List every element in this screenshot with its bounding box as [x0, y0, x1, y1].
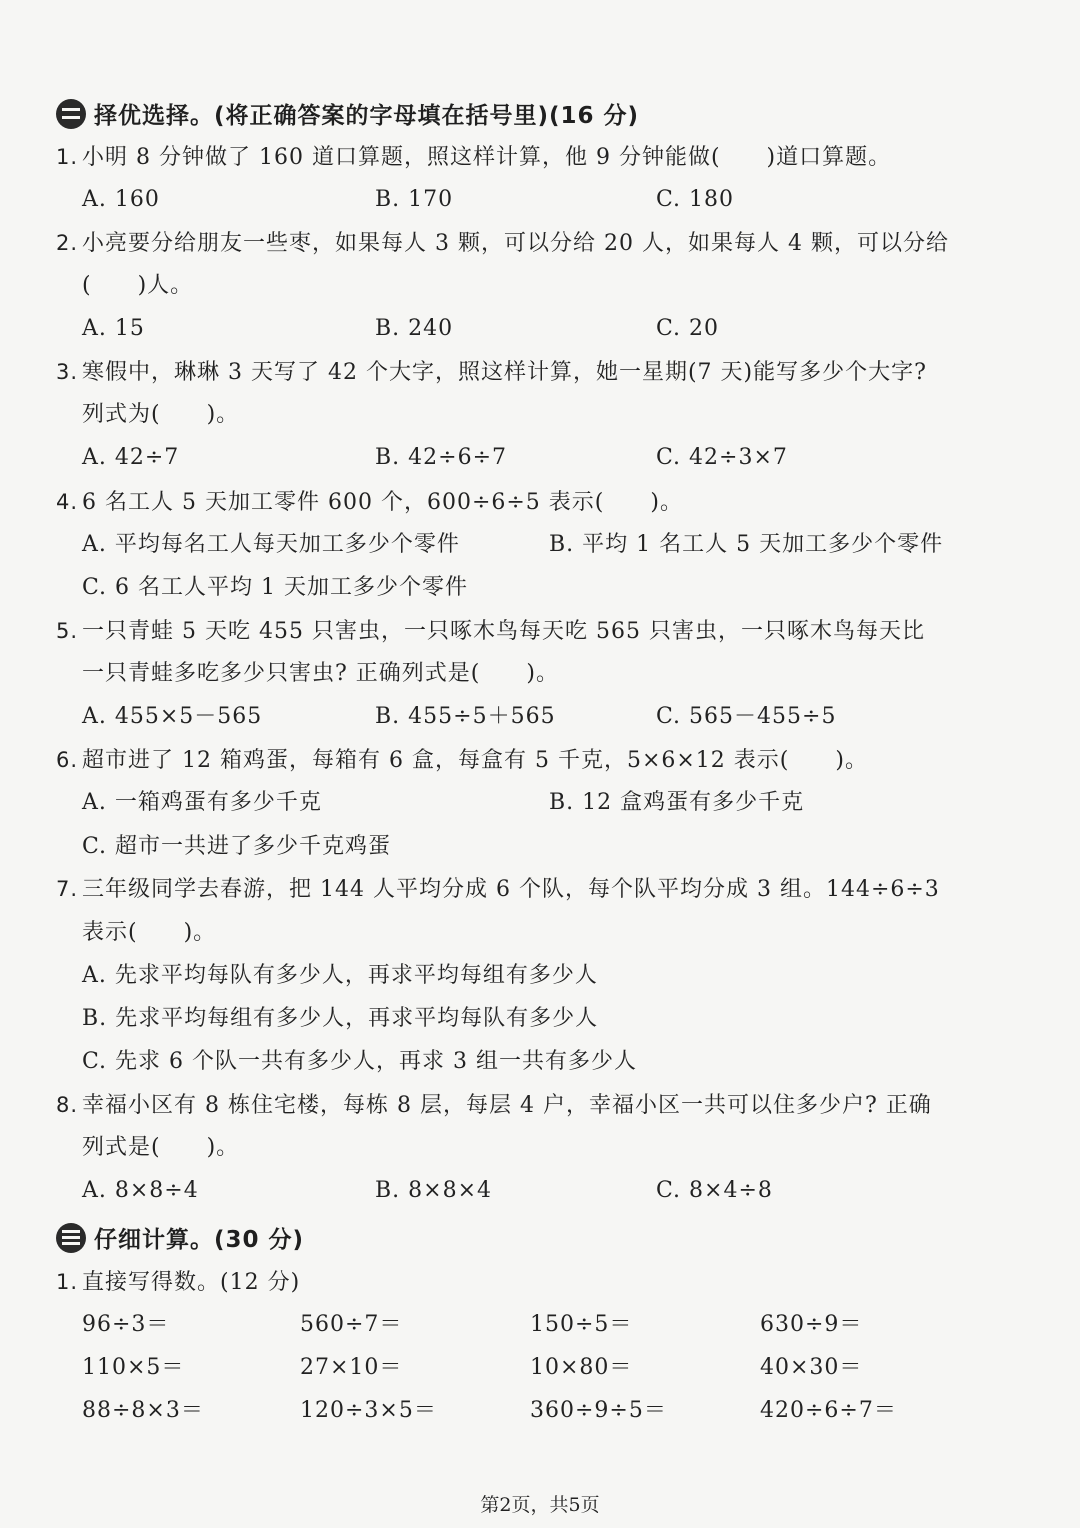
calc-item: 120÷3×5＝ [300, 1398, 437, 1423]
option-b: B. 42÷6÷7 [375, 445, 508, 470]
question-text: 超市进了 12 箱鸡蛋，每箱有 6 盒，每盒有 5 千克，5×6×12 表示( )。 [82, 748, 868, 773]
question-text: 幸福小区有 8 栋住宅楼，每栋 8 层，每层 4 户，幸福小区一共可以住多少户? 正确 [82, 1093, 932, 1118]
question-number: 1. [56, 1270, 79, 1294]
question-text: 小亮要分给朋友一些枣，如果每人 3 颗，可以分给 20 人，如果每人 4 颗，可以分给 [82, 231, 949, 256]
option-a: A. 平均每名工人每天加工多少个零件 [82, 532, 460, 557]
option-b: B. 240 [375, 316, 454, 341]
question-2 [56, 228, 949, 259]
section-2-badge-icon [56, 99, 86, 129]
option-a: A. 160 [82, 187, 160, 212]
question-6 [56, 745, 868, 776]
section-3-title: 仔细计算。(30 分) [94, 1227, 305, 1253]
option-a: A. 先求平均每队有多少人，再求平均每组有多少人 [82, 963, 598, 988]
question-number: 8. [56, 1093, 79, 1117]
question-number: 5. [56, 619, 79, 643]
question-text: 寒假中，琳琳 3 天写了 42 个大字，照这样计算，她一星期(7 天)能写多少个大字? [82, 360, 927, 385]
question-number: 2. [56, 231, 79, 255]
section-2-title: 择优选择。(将正确答案的字母填在括号里)(16 分) [94, 103, 640, 129]
question-text: 一只青蛙 5 天吃 455 只害虫，一只啄木鸟每天吃 565 只害虫，一只啄木鸟每天比 [82, 619, 925, 644]
option-a: A. 455×5－565 [82, 704, 263, 729]
option-b: B. 170 [375, 187, 454, 212]
option-b: B. 先求平均每组有多少人，再求平均每队有多少人 [82, 1006, 599, 1031]
calc-item: 630÷9＝ [760, 1312, 863, 1337]
option-b: B. 平均 1 名工人 5 天加工多少个零件 [549, 532, 944, 557]
question-number: 6. [56, 748, 79, 772]
question-4 [56, 487, 683, 518]
section-3-heading [56, 1221, 304, 1254]
question-5 [56, 616, 925, 647]
option-b: B. 8×8×4 [375, 1178, 493, 1203]
option-c: C. 8×4÷8 [656, 1178, 773, 1203]
option-c: C. 42÷3×7 [656, 445, 788, 470]
calc-item: 96÷3＝ [82, 1312, 170, 1337]
question-8 [56, 1090, 932, 1121]
question-1 [56, 142, 891, 173]
section-3-badge-icon [56, 1223, 86, 1253]
option-a: A. 42÷7 [82, 445, 180, 470]
option-c: C. 20 [656, 316, 720, 341]
calc-item: 88÷8×3＝ [82, 1398, 204, 1423]
option-a: A. 一箱鸡蛋有多少千克 [82, 790, 322, 815]
calc-item: 360÷9÷5＝ [530, 1398, 667, 1423]
option-c: C. 565－455÷5 [656, 704, 837, 729]
subquestion-1 [56, 1267, 300, 1298]
calc-item: 40×30＝ [760, 1355, 863, 1380]
subquestion-title: 直接写得数。(12 分) [82, 1270, 301, 1295]
calc-item: 10×80＝ [530, 1355, 633, 1380]
option-c: C. 6 名工人平均 1 天加工多少个零件 [82, 575, 469, 600]
option-a: A. 15 [82, 316, 145, 341]
calc-item: 110×5＝ [82, 1355, 185, 1380]
question-text-cont: 列式为( )。 [82, 402, 240, 427]
question-text: 小明 8 分钟做了 160 道口算题，照这样计算，他 9 分钟能做( )道口算题。 [82, 145, 892, 170]
question-3 [56, 357, 927, 388]
section-2-heading [56, 97, 639, 130]
question-text: 三年级同学去春游，把 144 人平均分成 6 个队，每个队平均分成 3 组。144÷6÷3 [82, 877, 940, 902]
question-text-cont: 一只青蛙多吃多少只害虫? 正确列式是( )。 [82, 661, 559, 686]
question-number: 1. [56, 145, 79, 169]
question-number: 3. [56, 360, 79, 384]
question-number: 4. [56, 490, 79, 514]
calc-item: 560÷7＝ [300, 1312, 403, 1337]
question-text-cont: 表示( )。 [82, 920, 217, 945]
option-c: C. 180 [656, 187, 735, 212]
question-number: 7. [56, 877, 79, 901]
option-b: B. 455÷5＋565 [375, 704, 556, 729]
option-c: C. 先求 6 个队一共有多少人，再求 3 组一共有多少人 [82, 1049, 638, 1074]
question-text: 6 名工人 5 天加工零件 600 个，600÷6÷5 表示( )。 [82, 490, 683, 515]
option-b: B. 12 盒鸡蛋有多少千克 [549, 790, 805, 815]
option-a: A. 8×8÷4 [82, 1178, 199, 1203]
option-c: C. 超市一共进了多少千克鸡蛋 [82, 834, 392, 859]
calc-item: 27×10＝ [300, 1355, 403, 1380]
question-7 [56, 874, 940, 905]
page-footer: 第2页，共5页 [480, 1494, 600, 1516]
question-text-cont: 列式是( )。 [82, 1135, 240, 1160]
question-text-cont: ( )人。 [82, 273, 194, 298]
calc-item: 150÷5＝ [530, 1312, 633, 1337]
calc-item: 420÷6÷7＝ [760, 1398, 897, 1423]
